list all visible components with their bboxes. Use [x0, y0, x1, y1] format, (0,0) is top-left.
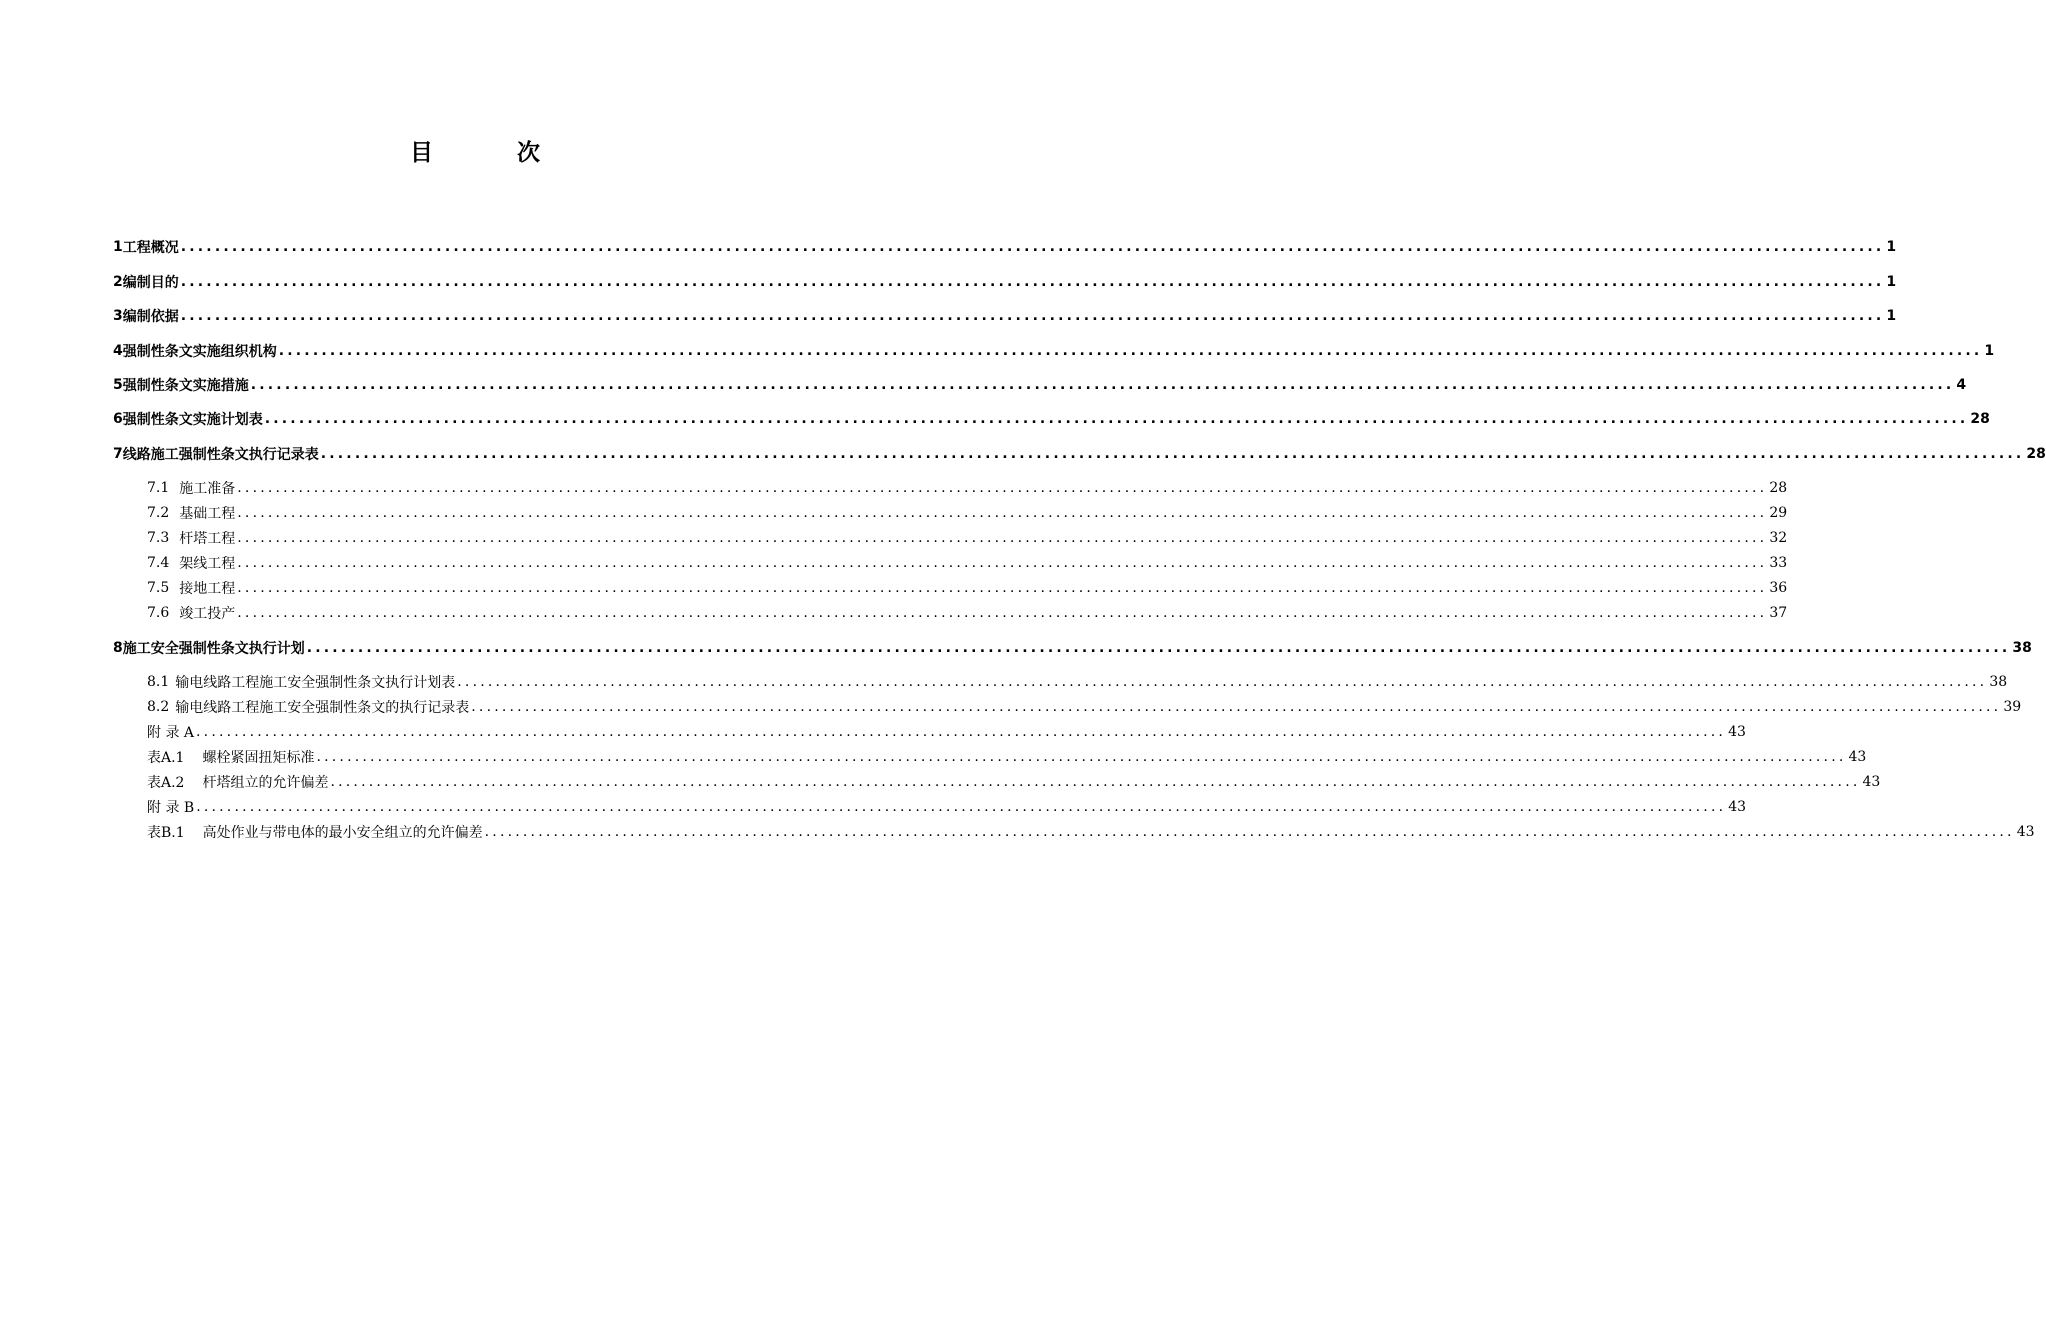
toc-entry-page: 38	[1989, 674, 2008, 690]
dot-leader: ........................................................................................................................................................................................................	[237, 505, 1768, 521]
toc-entry-label: 强制性条文实施措施	[122, 378, 249, 394]
toc-entry-7-3[interactable]	[147, 527, 1788, 549]
dot-leader: ........................................................................................................................................................................................................	[196, 724, 1727, 740]
toc-entry-label: 编制目的	[122, 275, 179, 291]
dot-leader: ........................................................................................................................................................................................................	[180, 308, 1885, 324]
toc-entry-label: 强制性条文实施计划表	[122, 412, 263, 428]
toc-entry-label: 螺栓紧固扭矩标准	[202, 750, 315, 766]
toc-entry-page: 43	[1728, 799, 1747, 815]
toc-entry-number: 3	[113, 308, 123, 324]
dot-leader: ........................................................................................................................................................................................................	[237, 480, 1768, 496]
toc-entry-7-1[interactable]	[147, 477, 1788, 499]
dot-leader: ........................................................................................................................................................................................................	[237, 530, 1768, 546]
toc-entry-page: 33	[1769, 555, 1788, 571]
toc-entry-label: 竣工投产	[179, 606, 236, 622]
toc-entry-number: 8.1	[147, 674, 170, 690]
toc-entry-number: 表A.1	[147, 750, 185, 766]
toc-entry-label: 架线工程	[179, 556, 236, 572]
toc-entry-number: 表A.2	[147, 775, 185, 791]
dot-leader: ........................................................................................................................................................................................................	[457, 674, 1988, 690]
dot-leader: ........................................................................................................................................................................................................	[306, 640, 2011, 656]
toc-entry-table-b1[interactable]	[147, 821, 2035, 843]
toc-entry-1[interactable]	[113, 236, 1897, 258]
toc-entry-number: 7.3	[147, 530, 170, 546]
dot-leader: ........................................................................................................................................................................................................	[237, 580, 1768, 596]
toc-entry-number: 7	[113, 446, 123, 462]
toc-entry-number: 8	[113, 640, 123, 656]
toc-entry-number: 7.4	[147, 555, 170, 571]
toc-entry-page: 29	[1769, 505, 1788, 521]
toc-entry-number: 7.6	[147, 605, 170, 621]
toc-entry-page: 1	[1886, 239, 1897, 255]
toc-entry-8-2[interactable]	[147, 696, 2022, 718]
toc-entry-page: 43	[1848, 749, 1867, 765]
dot-leader: ........................................................................................................................................................................................................	[484, 824, 2015, 840]
toc-entry-label: 施工安全强制性条文执行计划	[122, 641, 305, 657]
toc-entry-page: 37	[1769, 605, 1788, 621]
toc-entry-label: 线路施工强制性条文执行记录表	[122, 447, 319, 463]
toc-entry-number: 7.5	[147, 580, 170, 596]
toc-entry-2[interactable]	[113, 271, 1897, 293]
toc-entry-number: 1	[113, 239, 123, 255]
toc-entry-label: 工程概况	[122, 240, 179, 256]
dot-leader: ........................................................................................................................................................................................................	[330, 774, 1861, 790]
toc-entry-number: 7.1	[147, 480, 170, 496]
toc-entry-page: 28	[1970, 411, 1990, 427]
toc-entry-page: 38	[2012, 640, 2032, 656]
toc-entry-3[interactable]	[113, 305, 1897, 327]
toc-entry-page: 39	[2003, 699, 2022, 715]
toc-entry-7-2[interactable]	[147, 502, 1788, 524]
toc-entry-page: 36	[1769, 580, 1788, 596]
dot-leader: ........................................................................................................................................................................................................	[196, 799, 1727, 815]
toc-entry-label: 杆塔工程	[179, 531, 236, 547]
toc-entry-number: 表B.1	[147, 825, 185, 841]
dot-leader: ........................................................................................................................................................................................................	[237, 555, 1768, 571]
toc-entry-7-4[interactable]	[147, 552, 1788, 574]
toc-entry-7[interactable]	[113, 443, 2046, 465]
toc-entry-page: 1	[1886, 274, 1897, 290]
toc-entry-appendix-a[interactable]	[147, 721, 1746, 743]
dot-leader: ........................................................................................................................................................................................................	[316, 749, 1847, 765]
toc-entry-label: 接地工程	[179, 581, 236, 597]
dot-leader: ........................................................................................................................................................................................................	[237, 605, 1768, 621]
toc-entry-label: 基础工程	[179, 506, 236, 522]
toc-entry-5[interactable]	[113, 374, 1967, 396]
toc-entry-page: 4	[1956, 377, 1967, 393]
toc-entry-page: 43	[1728, 724, 1746, 740]
toc-entry-number: 7.2	[147, 505, 170, 521]
dot-leader: ........................................................................................................................................................................................................	[250, 377, 1955, 393]
toc-entry-page: 43	[1862, 774, 1881, 790]
dot-leader: ........................................................................................................................................................................................................	[180, 274, 1885, 290]
toc-entry-label: 施工准备	[179, 481, 236, 497]
toc-entry-8-1[interactable]	[147, 671, 2008, 693]
toc-entry-page: 1	[1886, 308, 1897, 324]
toc-entry-number: 4	[113, 343, 123, 359]
toc-entry-7-5[interactable]	[147, 577, 1788, 599]
toc-entry-label: 高处作业与带电体的最小安全组立的允许偏差	[202, 825, 483, 841]
toc-entry-label: 输电线路工程施工安全强制性条文的执行记录表	[175, 700, 470, 716]
toc-entry-appendix-b[interactable]	[147, 796, 1747, 818]
dot-leader: ........................................................................................................................................................................................................	[264, 411, 1969, 427]
toc-entry-label: 编制依据	[122, 309, 179, 325]
toc-entry-number: 8.2	[147, 699, 170, 715]
toc-entry-7-6[interactable]	[147, 602, 1788, 624]
toc-entry-label: 杆塔组立的允许偏差	[202, 775, 329, 791]
toc-entry-6[interactable]	[113, 408, 1990, 430]
toc-entry-label: 附 录 B	[147, 800, 195, 816]
toc-entry-label: 输电线路工程施工安全强制性条文执行计划表	[175, 675, 456, 691]
toc-entry-number: 5	[113, 377, 123, 393]
toc-entry-page: 28	[1769, 480, 1788, 496]
dot-leader: ........................................................................................................................................................................................................	[471, 699, 2002, 715]
toc-entry-number: 6	[113, 411, 123, 427]
toc-entry-page: 28	[2026, 446, 2046, 462]
dot-leader: ........................................................................................................................................................................................................	[180, 239, 1885, 255]
toc-entry-number: 2	[113, 274, 123, 290]
toc-entry-page: 1	[1984, 343, 1995, 359]
toc-entry-page: 43	[2016, 824, 2035, 840]
toc-entry-label: 强制性条文实施组织机构	[122, 344, 277, 360]
dot-leader: ........................................................................................................................................................................................................	[278, 343, 1983, 359]
toc-entry-table-a1[interactable]	[147, 746, 1867, 768]
toc-entry-4[interactable]	[113, 340, 1995, 362]
dot-leader: ........................................................................................................................................................................................................	[320, 446, 2025, 462]
page-title: 目 次	[409, 140, 578, 166]
toc-entry-label: 附 录 A	[147, 725, 195, 741]
toc-entry-page: 32	[1769, 530, 1788, 546]
toc-entry-table-a2[interactable]	[147, 771, 1881, 793]
toc-entry-8[interactable]	[113, 637, 2032, 659]
